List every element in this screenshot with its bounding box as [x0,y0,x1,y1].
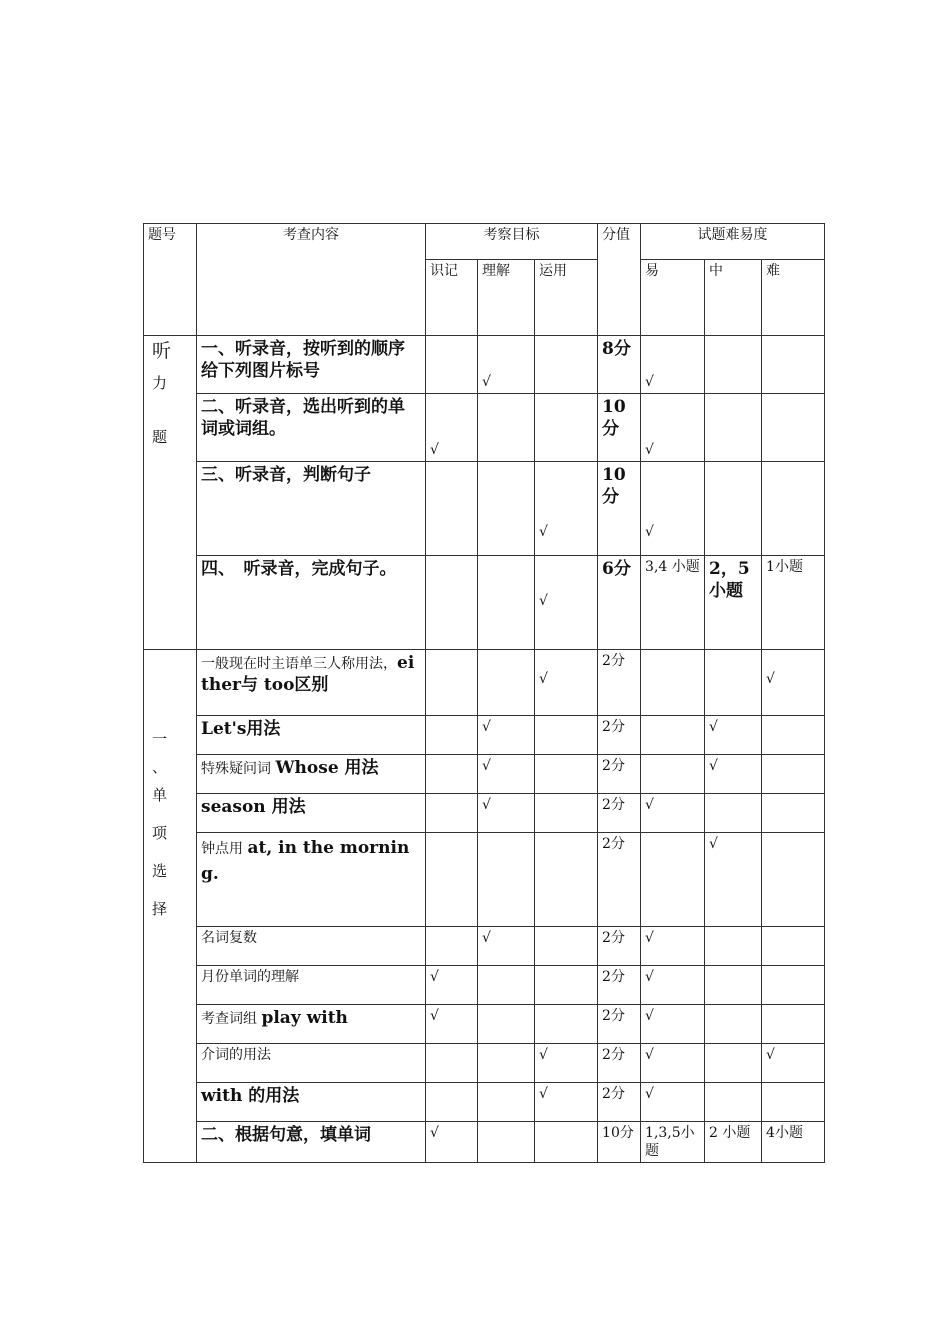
header-goal-understand: 理解 [478,260,535,336]
row-mid: √ [705,833,762,927]
row-score: 2分 [598,1083,641,1122]
row-hard [762,716,825,755]
section-char: 力 [152,374,168,392]
content-keyword: at, in the morning. [201,838,410,884]
row-score: 6分 [598,556,641,650]
row-memorize [426,716,478,755]
row-apply [535,966,598,1005]
row-hard [762,336,825,394]
row-hard [762,1005,825,1044]
row-easy [641,755,705,794]
row-content: 一、听录音，按听到的顺序给下列图片标号 [197,336,426,394]
row-hard [762,755,825,794]
row-hard [762,462,825,556]
row-apply: √ [535,556,598,650]
row-apply [535,336,598,394]
row-mid [705,394,762,462]
row-easy: √ [641,966,705,1005]
row-content [197,755,426,794]
row-mid: √ [705,755,762,794]
row-score: 2分 [598,794,641,833]
header-question-no: 题号 [144,224,197,336]
row-score: 10分 [598,462,641,556]
row-hard: 4小题 [762,1122,825,1163]
header-goal-memorize: 识记 [426,260,478,336]
section-char: 一 [152,730,168,748]
row-score: 2分 [598,1044,641,1083]
row-apply: √ [535,1044,598,1083]
row-understand [478,1044,535,1083]
header-diff-easy: 易 [641,260,705,336]
row-memorize: √ [426,394,478,462]
row-hard [762,833,825,927]
row-score: 8分 [598,336,641,394]
row-mid [705,1083,762,1122]
row-apply [535,794,598,833]
header-goal-apply: 运用 [535,260,598,336]
section-single-choice [144,650,197,1163]
row-content: 四、 听录音，完成句子。 [197,556,426,650]
row-mid [705,794,762,833]
content-text: 特殊疑问词 [201,761,276,777]
row-easy: 3,4 小题 [641,556,705,650]
row-content: 二、听录音，选出听到的单词或词组。 [197,394,426,462]
row-understand [478,1122,535,1163]
row-content: season 用法 [197,794,426,833]
row-content: 介词的用法 [197,1044,426,1083]
row-memorize [426,794,478,833]
row-hard: √ [762,650,825,716]
row-content [197,650,426,716]
row-easy: √ [641,794,705,833]
row-mid [705,1044,762,1083]
row-easy: 1,3,5小题 [641,1122,705,1163]
row-mid: 2，5小题 [705,556,762,650]
row-memorize: √ [426,1005,478,1044]
row-memorize: √ [426,1122,478,1163]
section-char: 、 [152,758,168,776]
header-goal: 考察目标 [426,224,598,260]
row-score: 2分 [598,1005,641,1044]
row-content [197,833,426,927]
header-diff-hard: 难 [762,260,825,336]
section-char: 项 [152,824,168,842]
row-hard: 1小题 [762,556,825,650]
row-understand [478,1083,535,1122]
row-understand [478,556,535,650]
row-memorize [426,650,478,716]
header-difficulty: 试题难易度 [641,224,825,260]
row-apply [535,833,598,927]
row-score: 2分 [598,966,641,1005]
row-mid [705,650,762,716]
section-char: 选 [152,862,168,880]
content-keyword: either与 too区别 [201,653,415,695]
row-easy: √ [641,336,705,394]
row-understand: √ [478,336,535,394]
content-keyword: play with [261,1008,348,1028]
row-apply [535,394,598,462]
row-easy: √ [641,1083,705,1122]
row-easy: √ [641,927,705,966]
content-text: 考查词组 [201,1011,262,1027]
row-score: 2分 [598,927,641,966]
row-score: 2分 [598,755,641,794]
section-char: 择 [152,900,168,918]
header-content: 考查内容 [197,224,426,336]
row-memorize [426,556,478,650]
row-hard [762,1083,825,1122]
header-diff-mid: 中 [705,260,762,336]
row-memorize [426,336,478,394]
row-easy: √ [641,462,705,556]
row-memorize [426,833,478,927]
section-char: 听 [152,340,172,362]
section-listening [144,336,197,650]
exam-analysis-table [143,223,825,1163]
row-mid [705,966,762,1005]
row-apply: √ [535,1083,598,1122]
row-apply [535,716,598,755]
section-char: 单 [152,786,168,804]
row-easy [641,650,705,716]
row-content [197,1005,426,1044]
row-memorize [426,927,478,966]
row-content: 月份单词的理解 [197,966,426,1005]
row-hard [762,966,825,1005]
row-easy: √ [641,1044,705,1083]
row-hard: √ [762,1044,825,1083]
section-char: 题 [152,428,168,446]
row-mid [705,336,762,394]
row-apply: √ [535,462,598,556]
row-understand [478,650,535,716]
row-memorize [426,462,478,556]
row-understand [478,394,535,462]
row-score: 10分 [598,1122,641,1163]
row-understand: √ [478,927,535,966]
row-hard [762,927,825,966]
row-mid [705,927,762,966]
row-mid: √ [705,716,762,755]
row-score: 2分 [598,833,641,927]
row-mid: 2 小题 [705,1122,762,1163]
row-understand [478,833,535,927]
row-mid [705,462,762,556]
row-understand [478,966,535,1005]
row-score: 2分 [598,716,641,755]
row-content: 三、听录音，判断句子 [197,462,426,556]
row-content: with 的用法 [197,1083,426,1122]
row-score: 2分 [598,650,641,716]
row-mid [705,1005,762,1044]
row-understand: √ [478,716,535,755]
row-memorize [426,1044,478,1083]
row-content: Let's用法 [197,716,426,755]
row-apply [535,1122,598,1163]
row-memorize [426,1083,478,1122]
row-easy [641,716,705,755]
row-apply: √ [535,650,598,716]
row-content: 二、根据句意，填单词 [197,1122,426,1163]
row-memorize [426,755,478,794]
row-easy: √ [641,394,705,462]
row-hard [762,394,825,462]
row-apply [535,927,598,966]
content-text: 一般现在时主语单三人称用法， [201,656,397,672]
row-score: 10分 [598,394,641,462]
row-understand [478,1005,535,1044]
row-apply [535,755,598,794]
row-easy [641,833,705,927]
content-text: 钟点用 [201,841,248,857]
content-keyword: Whose 用法 [275,758,379,778]
header-score: 分值 [598,224,641,336]
row-understand: √ [478,755,535,794]
row-content: 名词复数 [197,927,426,966]
row-easy: √ [641,1005,705,1044]
row-understand: √ [478,794,535,833]
row-apply [535,1005,598,1044]
row-hard [762,794,825,833]
row-memorize: √ [426,966,478,1005]
row-understand [478,462,535,556]
